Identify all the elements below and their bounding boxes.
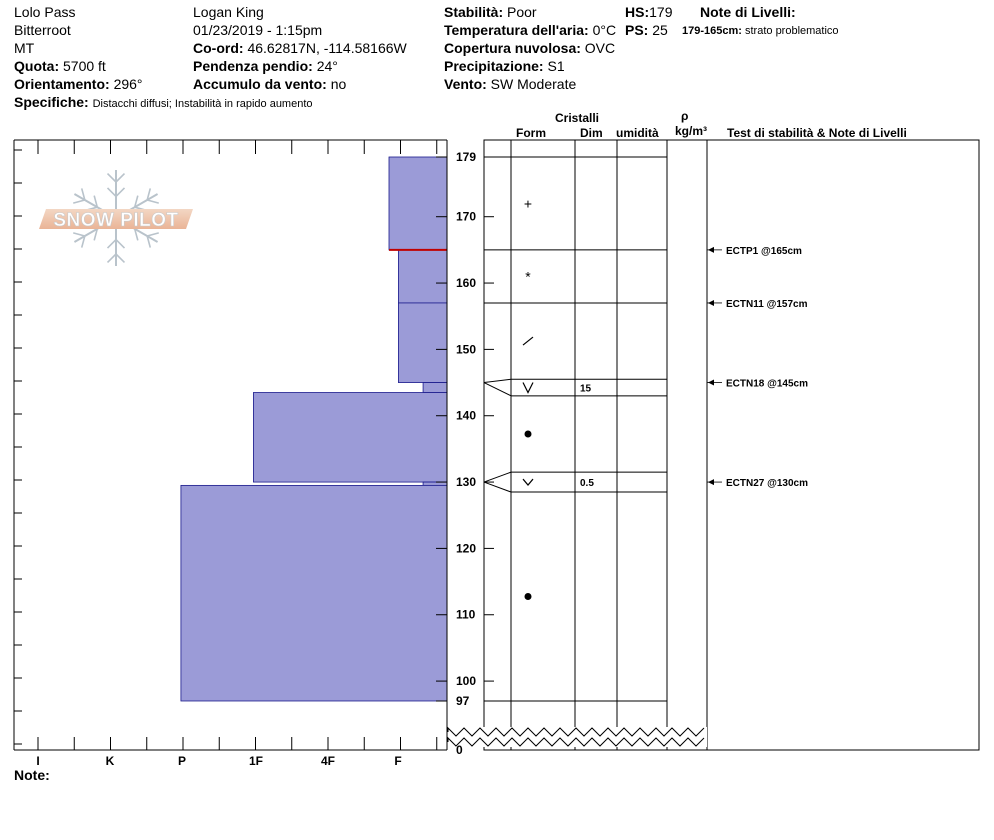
cloud-label: Copertura nuvolosa: xyxy=(444,40,581,56)
coord-value: 46.62817N, -114.58166W xyxy=(247,40,407,56)
state: MT xyxy=(14,40,35,56)
crystal-form-symbol xyxy=(524,195,532,211)
snowflake-branch xyxy=(108,240,116,248)
hardness-label: F xyxy=(394,754,402,768)
stability-test-label: ECTN11 @157cm xyxy=(726,298,808,310)
crystal-glyph: * xyxy=(525,268,531,285)
hardness-label: K xyxy=(105,754,115,768)
snowflake-branch xyxy=(116,240,124,248)
depth-label: 97 xyxy=(456,693,470,708)
logo-text: SNOW PILOT xyxy=(53,210,179,231)
layer-note-text: strato problematico xyxy=(745,25,839,37)
stability-value: Poor xyxy=(507,4,537,20)
surface-hoar-mark xyxy=(523,479,533,485)
air-temp-value: 0°C xyxy=(592,22,617,38)
elevation-label: Quota: xyxy=(14,58,60,74)
hardness-label: 4F xyxy=(320,754,336,768)
specifics-value: Distacchi diffusi; Instabilità in rapido aumento xyxy=(92,98,313,110)
snowflake-branch xyxy=(147,233,159,236)
specifics-label: Specifiche: xyxy=(14,94,89,110)
density-unit-header: kg/m³ xyxy=(675,124,708,138)
snowflake-branch xyxy=(116,254,124,262)
snowflake-branch xyxy=(108,188,116,196)
location-name: Lolo Pass xyxy=(14,4,76,20)
notes-label: Note: xyxy=(14,767,50,783)
hardness-bar xyxy=(389,157,447,250)
aspect-label: Orientamento: xyxy=(14,76,110,92)
wind-loading-value: no xyxy=(330,76,347,92)
snowflake-branch xyxy=(116,188,124,196)
slope-label: Pendenza pendio: xyxy=(193,58,313,74)
crystal-form-symbol xyxy=(525,430,532,437)
wind-value: SW Moderate xyxy=(490,76,577,92)
rounded-grain-dot xyxy=(525,430,532,437)
crystal-form-symbol xyxy=(525,593,532,600)
test-arrow-head xyxy=(708,247,714,253)
depth-connector xyxy=(484,383,511,396)
hardness-label: 1F xyxy=(248,754,264,768)
coord-label: Co-ord: xyxy=(193,40,244,56)
stability-test-label: ECTN18 @145cm xyxy=(726,378,809,390)
ps-value: 25 xyxy=(652,22,668,38)
hs-label: HS: xyxy=(625,4,650,20)
stability-test-label: ECTP1 @165cm xyxy=(726,245,802,257)
crystal-form-symbol xyxy=(525,268,531,284)
stability-test-label: ECTN27 @130cm xyxy=(726,478,809,490)
hs-value: 179 xyxy=(649,4,673,20)
snowpilot-logo xyxy=(39,170,193,266)
mountain-range: Bitterroot xyxy=(14,22,71,38)
rounded-grain-dot xyxy=(525,593,532,600)
crystal-size: 15 xyxy=(580,383,592,395)
precip-label: Precipitazione: xyxy=(444,58,544,74)
snowflake-branch xyxy=(108,254,116,262)
depth-label: 150 xyxy=(456,342,477,357)
depth-connector xyxy=(484,379,511,382)
test-arrow-head xyxy=(708,380,714,386)
crystal-size: 0.5 xyxy=(580,478,594,490)
depth-hoar-mark xyxy=(523,383,533,393)
ps-label: PS: xyxy=(625,22,649,38)
depth-label: 130 xyxy=(456,475,477,490)
test-arrow-head xyxy=(708,479,714,485)
depth-connector xyxy=(484,472,511,482)
depth-label: 170 xyxy=(456,209,477,224)
crystal-form-symbol xyxy=(523,479,533,485)
snowflake-branch xyxy=(108,174,116,182)
hardness-label: I xyxy=(36,754,40,768)
tests-header: Test di stabilità & Note di Livelli xyxy=(727,126,907,140)
hardness-label: P xyxy=(177,754,187,768)
depth-label: 160 xyxy=(456,276,477,291)
elevation-value: 5700 ft xyxy=(63,58,106,74)
depth-label: 0 xyxy=(456,743,463,757)
depth-label: 140 xyxy=(456,408,477,423)
precip-value: S1 xyxy=(547,58,565,74)
snowflake-branch xyxy=(73,233,85,236)
snowflake-branch xyxy=(73,200,85,203)
observer: Logan King xyxy=(193,4,264,20)
form-header: Form xyxy=(516,126,546,140)
hardness-bar xyxy=(398,303,447,383)
layer-note-range: 179-165cm: xyxy=(682,25,742,37)
wind-loading-label: Accumulo da vento: xyxy=(193,76,327,92)
hardness-bar xyxy=(398,250,447,303)
crystal-form-symbol xyxy=(523,383,533,393)
layer-notes-label: Note di Livelli: xyxy=(700,4,796,20)
stability-label: Stabilità: xyxy=(444,4,504,20)
depth-label: 179 xyxy=(456,150,477,164)
crystal-form-symbol xyxy=(523,337,533,345)
slope-value: 24° xyxy=(316,58,338,74)
aspect-value: 296° xyxy=(113,76,143,92)
decomposing-mark xyxy=(523,337,533,345)
snowflake-branch xyxy=(116,174,124,182)
density-rho-header: ρ xyxy=(681,109,689,123)
depth-label: 110 xyxy=(456,607,476,622)
test-arrow-head xyxy=(708,300,714,306)
depth-label: 120 xyxy=(456,541,477,556)
crystal-glyph: + xyxy=(523,195,533,212)
hardness-bar xyxy=(181,485,447,701)
snowflake-branch xyxy=(147,200,159,203)
moisture-header: umidità xyxy=(616,126,659,140)
hardness-bar xyxy=(423,383,447,393)
air-temp-label: Temperatura dell'aria: xyxy=(444,22,589,38)
size-header: Dim xyxy=(580,126,603,140)
wind-label: Vento: xyxy=(444,76,487,92)
date-time: 01/23/2019 - 1:15pm xyxy=(193,22,323,38)
depth-connector xyxy=(484,482,511,492)
depth-label: 100 xyxy=(456,674,477,689)
crystal-panel-frame xyxy=(484,140,979,750)
hardness-bar xyxy=(253,393,447,483)
crystals-header: Cristalli xyxy=(555,111,600,125)
cloud-value: OVC xyxy=(584,40,616,56)
